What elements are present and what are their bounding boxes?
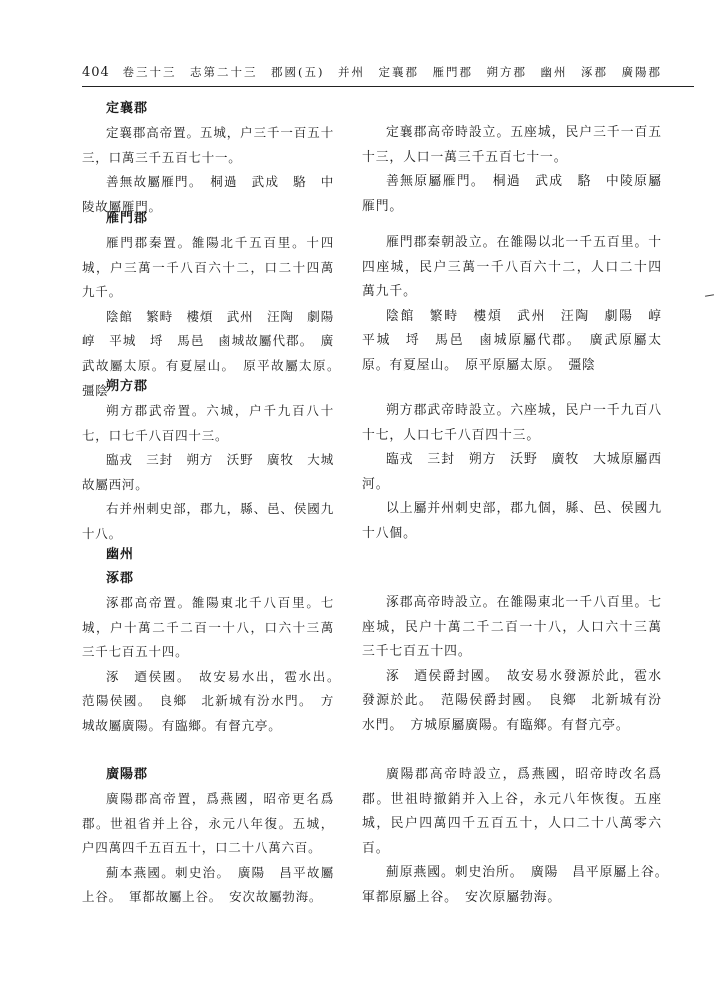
- section-heading: 幽州: [106, 547, 135, 562]
- section-guangyang-translation: [362, 763, 676, 911]
- margin-mark: [705, 294, 714, 297]
- section-dingxiang: [82, 97, 334, 219]
- paragraph: 善無原屬雁門。 桐過 武成 駱 中陵原屬雁門。: [362, 174, 662, 214]
- paragraph: 涿郡高帝置。雒陽東北千八百里。七城，户十萬二千二百一十八，口六十三萬三千七百五十四。: [82, 595, 334, 660]
- paragraph: 雁門郡秦置。雒陽北千五百里。十四城，户三萬一千八百六十二，口二十四萬九千。: [82, 235, 334, 300]
- paragraph: 定襄郡高帝置。五城，户三千一百五十三，口萬三千五百七十一。: [82, 125, 334, 165]
- section-dingxiang-translation: [362, 121, 662, 219]
- section-yanmen: [82, 207, 348, 403]
- section-heading: 廣陽郡: [106, 767, 149, 782]
- paragraph: 薊原燕國。刺史治所。 廣陽 昌平原屬上谷。 軍都原屬上谷。 安次原屬勃海。: [362, 865, 676, 905]
- paragraph: 廣陽郡高帝置，爲燕國，昭帝更名爲郡。世祖省并上谷，永元八年復。五城，户四萬四千五百五十，口二十八萬六百。: [82, 791, 334, 856]
- section-shuofang-translation: [362, 399, 662, 547]
- paragraph: 臨戎 三封 朔方 沃野 廣牧 大城原屬西河。: [362, 452, 662, 492]
- page-number: 404: [82, 65, 110, 80]
- paragraph: 善無故屬雁門。 桐過 武成 駱 中陵故屬雁門。: [82, 174, 334, 214]
- paragraph: 陰館 繁畤 樓煩 武州 汪陶 劇陽 崞 平城 埒 馬邑 鹵城故屬代郡。 廣武故屬太原。有夏屋山。 原平故屬太原。 彊陰: [82, 308, 348, 398]
- section-guangyang: [82, 763, 334, 910]
- paragraph: 定襄郡高帝時設立。五座城，民户三千一百五十三，人口一萬三千五百七十一。: [362, 125, 662, 165]
- paragraph: 廣陽郡高帝時設立，爲燕國，昭帝時改名爲郡。世祖時撤銷并入上谷，永元八年恢復。五座城，民户四萬四千五百五十，人口二十八萬零六百。: [362, 767, 662, 856]
- header-rule: [82, 86, 694, 87]
- section-heading: 涿郡: [106, 571, 135, 586]
- running-header: [82, 64, 694, 84]
- paragraph: 雁門郡秦朝設立。在雒陽以北一千五百里。十四座城，民户三萬一千八百六十二，人口二十四萬九千。: [362, 235, 662, 300]
- paragraph: 朔方郡武帝時設立。六座城，民户一千九百八十七，人口七千八百四十三。: [362, 403, 662, 443]
- paragraph: 陰館 繁畤 樓煩 武州 汪陶 劇陽 崞 平城 埒 馬邑 鹵城原屬代郡。 廣武原屬太原。有夏屋山。 原平原屬太原。 彊陰: [362, 308, 676, 373]
- paragraph: 涿 逎侯爵封國。 故安易水發源於此，雹水發源於此。 范陽侯爵封國。 良鄉 北新城有汾水門。 方城原屬廣陽。有臨鄉。有督亢亭。: [362, 668, 662, 733]
- paragraph: 涿 逎侯國。 故安易水出，雹水出。 范陽侯國。 良鄉 北新城有汾水門。 方城故屬廣陽。有臨鄉。有督亢亭。: [82, 668, 348, 733]
- section-shuofang: [82, 375, 334, 547]
- paragraph: 朔方郡武帝置。六城，户千九百八十七，口七千八百四十三。: [82, 403, 334, 443]
- paragraph: 涿郡高帝時設立。在雒陽東北一千八百里。七座城，民户十萬二千二百一十八，人口六十三萬三千七百五十四。: [362, 595, 662, 660]
- section-zhuo-translation: [362, 591, 662, 739]
- section-heading: 雁門郡: [106, 211, 149, 226]
- section-youzhou: [82, 543, 348, 739]
- paragraph: 以上屬并州刺史部，郡九個，縣、邑、侯國九十八個。: [362, 501, 662, 541]
- section-heading: 定襄郡: [106, 101, 149, 116]
- paragraph: 臨戎 三封 朔方 沃野 廣牧 大城故屬西河。: [82, 452, 334, 492]
- paragraph: 薊本燕國。刺史治。 廣陽 昌平故屬上谷。 軍都故屬上谷。 安次故屬勃海。: [82, 864, 334, 905]
- running-header-text: 卷三十三 志第二十三 郡國(五) 并州 定襄郡 雁門郡 朔方郡 幽州 涿郡 廣陽郡: [122, 65, 662, 79]
- section-heading: 朔方郡: [106, 379, 149, 394]
- section-yanmen-translation: [362, 231, 676, 379]
- paragraph: 右并州刺史部，郡九，縣、邑、侯國九十八。: [82, 501, 334, 541]
